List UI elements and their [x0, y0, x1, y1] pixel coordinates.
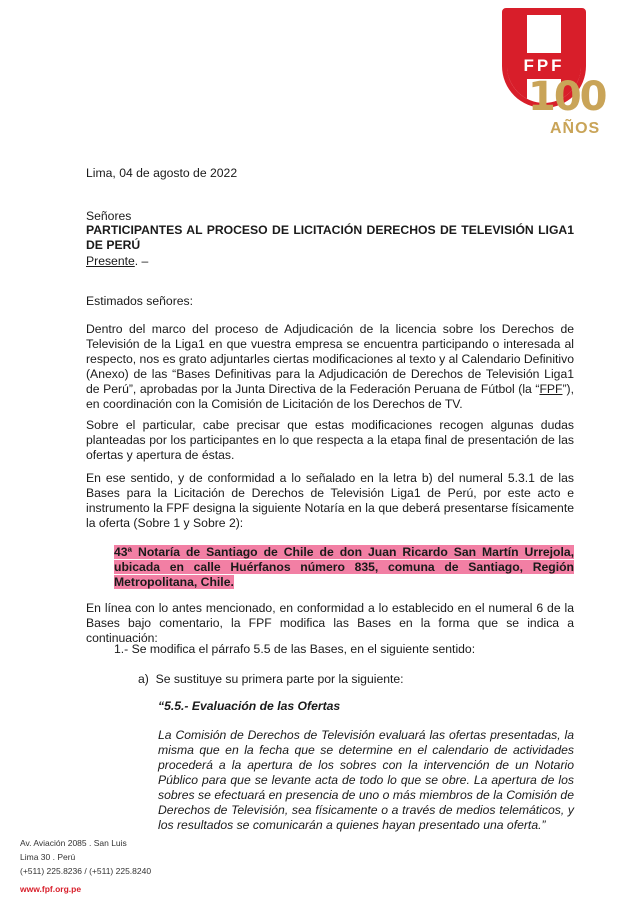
logo-anniversary-label: AÑOS [550, 120, 601, 137]
footer-address-line2: Lima 30 . Perú [20, 852, 76, 862]
footer-address-line1: Av. Aviación 2085 . San Luis [20, 838, 127, 848]
salutation: Señores [86, 209, 132, 223]
list-item-1a: a) Se sustituye su primera parte por la siguiente: [138, 672, 404, 686]
presente-word: Presente [86, 254, 135, 268]
quote-heading: “5.5.- Evaluación de las Ofertas [158, 699, 341, 713]
logo-shield-text: FPF [507, 53, 581, 79]
notary-address: 43ª Notaría de Santiago de Chile de don Juan Ricardo San Martín Urrejola, ubicada en calle Huérfanos número 835, comuna de Santiago, Región Metropolitana, Chile. [114, 545, 574, 589]
presente-line [86, 254, 574, 269]
paragraph-clarification: Sobre el particular, cabe precisar que estas modificaciones recogen algunas dudas planteadas por los participantes en lo que respecta a la etapa final de presentación de las ofertas y apertura de éstas. [86, 418, 574, 462]
logo-anniversary-number: 100 [528, 74, 606, 120]
notary-address-highlight [114, 545, 574, 590]
greeting: Estimados señores: [86, 294, 194, 308]
date-line: Lima, 04 de agosto de 2022 [86, 166, 238, 180]
footer-phones: (+511) 225.8236 / (+511) 225.8240 [20, 866, 152, 876]
paragraph-intro [86, 322, 574, 412]
addressee: PARTICIPANTES AL PROCESO DE LICITACIÓN DERECHOS DE TELEVISIÓN LIGA1 DE PERÚ [86, 223, 574, 252]
list-item-1: 1.- Se modifica el párrafo 5.5 de las Bases, en el siguiente sentido: [114, 642, 476, 656]
fpf-100-logo [498, 8, 626, 140]
fpf-abbrev: FPF [539, 382, 563, 396]
paragraph-notary-designation: En ese sentido, y de conformidad a lo señalado en la letra b) del numeral 5.3.1 de las Bases para la Licitación de Derechos de Televisión Liga1 de Perú, por este acto e instrumento la FPF designa la siguiente Notaría en la que deberá presentarse físicamente la oferta (Sobre 1 y Sobre 2): [86, 471, 574, 530]
paragraph-modification: En línea con lo antes mencionado, en conformidad a lo establecido en el numeral 6 de la Bases bajo comentario, la FPF modifica las Bases en la forma que se indica a continuación: [86, 601, 574, 645]
paragraph-intro-text: Dentro del marco del proceso de Adjudicación de la licencia sobre los Derechos de Televisión de la Liga1 en que vuestra empresa se encuentra participando o interesada al respecto, nos es grato adjuntarles ciertas modificaciones al texto y al Calendario Definitivo (Anexo) de las “Bases Definitivas para la Adjudicación de Derechos de Televisión Liga1 de Perú”, aprobadas por la Junta Directiva de la Federación Peruana de Fútbol (la “ [86, 322, 574, 396]
footer-website-link[interactable]: www.fpf.org.pe [20, 884, 82, 894]
footer-contact [20, 836, 151, 896]
presente-suffix: . – [134, 254, 149, 268]
quote-body: La Comisión de Derechos de Televisión evaluará las ofertas presentadas, la misma que en la fecha que se determine en el calendario de actividades procederá a la apertura de los sobres con la intervención de un Notario Público para que se levante acta de todo lo que se obre. La apertura de los sobres se efectuará en presencia de uno o más miembros de la Comisión de Derechos de Televisión, sea físicamente o a través de medios telemáticos, y los resultados se comunicarán a quienes hayan presentado una oferta.” [158, 728, 574, 832]
paragraph-intro-end: ”), en coordinación con la Comisión de Licitación de los Derechos de TV. [86, 382, 574, 411]
